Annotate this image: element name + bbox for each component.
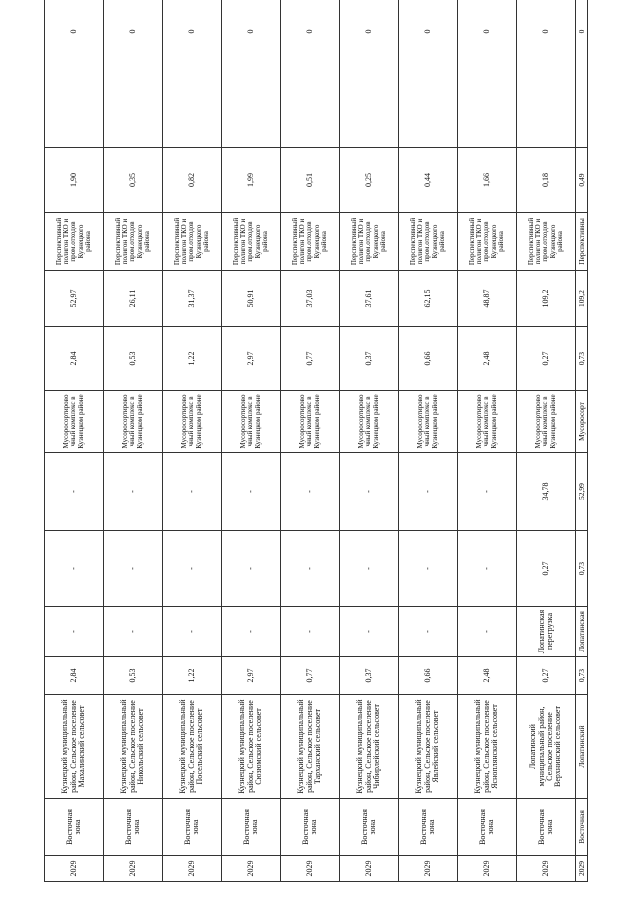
transfer-distance-cell: - <box>458 453 517 531</box>
processing-distance-cell: 37,03 <box>281 271 340 327</box>
disposal-facility-cell: Перспективный полигон ТКО и пром.отходов Кузнецкого района <box>104 213 163 271</box>
disposal-facility-cell: Перспективный полигон ТКО и пром.отходов Кузнецкого района <box>458 213 517 271</box>
transfer-station-cell: - <box>399 607 458 657</box>
table-row <box>163 0 222 882</box>
disposal-volume-cell: 0,25 <box>340 148 399 213</box>
transfer-station-cell: - <box>222 607 281 657</box>
processing-facility-cell: Мусоросортировочный комплекс в Кузнецком районе <box>222 391 281 453</box>
volume-cell: 0,73 <box>576 657 588 695</box>
volume-cell: 0,37 <box>340 657 399 695</box>
transfer-volume-cell: - <box>458 531 517 607</box>
value-cell: 0 <box>163 0 222 148</box>
table-row <box>517 0 576 882</box>
value-cell: 0 <box>458 0 517 148</box>
transfer-volume-cell: - <box>340 531 399 607</box>
value-cell: 0 <box>517 0 576 148</box>
table-row <box>222 0 281 882</box>
value-cell: 0 <box>104 0 163 148</box>
processing-volume-cell: 1,22 <box>163 327 222 391</box>
transfer-station-cell: Лопатинская <box>576 607 588 657</box>
transfer-volume-cell: - <box>281 531 340 607</box>
table-row <box>458 0 517 882</box>
volume-cell: 0,27 <box>517 657 576 695</box>
disposal-volume-cell: 0,18 <box>517 148 576 213</box>
disposal-volume-cell: 0,51 <box>281 148 340 213</box>
year-cell: 2029 <box>163 856 222 882</box>
disposal-facility-cell: Перспективны <box>576 213 588 271</box>
year-cell: 2029 <box>458 856 517 882</box>
processing-facility-cell: Мусоросортировочный комплекс в Кузнецком районе <box>340 391 399 453</box>
transfer-volume-cell: - <box>163 531 222 607</box>
processing-facility-cell: Мусоросортировочный комплекс в Кузнецком районе <box>163 391 222 453</box>
transfer-distance-cell: - <box>45 453 104 531</box>
processing-distance-cell: 31,37 <box>163 271 222 327</box>
volume-cell: 2,48 <box>458 657 517 695</box>
disposal-facility-cell: Перспективный полигон ТКО и пром.отходов Кузнецкого района <box>340 213 399 271</box>
volume-cell: 2,84 <box>45 657 104 695</box>
zone-cell: Восточная зона <box>45 799 104 856</box>
volume-cell: 1,22 <box>163 657 222 695</box>
processing-facility-cell: Мусоросортировочный комплекс в Кузнецком районе <box>281 391 340 453</box>
processing-volume-cell: 0,37 <box>340 327 399 391</box>
transfer-distance-cell: - <box>163 453 222 531</box>
processing-distance-cell: 62,15 <box>399 271 458 327</box>
zone-cell: Восточная <box>576 799 588 856</box>
disposal-facility-cell: Перспективный полигон ТКО и пром.отходов Кузнецкого района <box>399 213 458 271</box>
transfer-station-cell: Лопатинская перегрузка <box>517 607 576 657</box>
value-cell: 0 <box>45 0 104 148</box>
processing-distance-cell: 109,2 <box>517 271 576 327</box>
zone-cell: Восточная зона <box>340 799 399 856</box>
disposal-facility-cell: Перспективный полигон ТКО и пром.отходов Кузнецкого района <box>517 213 576 271</box>
processing-facility-cell: Мусоросортировочный комплекс в Кузнецком районе <box>45 391 104 453</box>
processing-volume-cell: 0,73 <box>576 327 588 391</box>
municipality-cell: Лопатинский муниципальный район, Сельское поселение Верхнинский сельсовет <box>517 695 576 799</box>
year-cell: 2029 <box>222 856 281 882</box>
zone-cell: Восточная зона <box>163 799 222 856</box>
processing-facility-cell: Мусоросортировочный комплекс в Кузнецком районе <box>458 391 517 453</box>
processing-volume-cell: 0,27 <box>517 327 576 391</box>
transfer-distance-cell: - <box>281 453 340 531</box>
zone-cell: Восточная зона <box>458 799 517 856</box>
processing-volume-cell: 2,48 <box>458 327 517 391</box>
processing-volume-cell: 2,84 <box>45 327 104 391</box>
year-cell: 2029 <box>399 856 458 882</box>
processing-distance-cell: 37,61 <box>340 271 399 327</box>
processing-facility-cell: Мусоросортировочный комплекс в Кузнецком районе <box>399 391 458 453</box>
zone-cell: Восточная зона <box>517 799 576 856</box>
transfer-distance-cell: - <box>104 453 163 531</box>
disposal-facility-cell: Перспективный полигон ТКО и пром.отходов Кузнецкого района <box>163 213 222 271</box>
value-cell: 0 <box>340 0 399 148</box>
value-cell: 0 <box>399 0 458 148</box>
disposal-facility-cell: Перспективный полигон ТКО и пром.отходов Кузнецкого района <box>222 213 281 271</box>
processing-facility-cell: Мусоросортировочный комплекс в Кузнецком районе <box>104 391 163 453</box>
transfer-distance-cell: - <box>340 453 399 531</box>
transfer-station-cell: - <box>281 607 340 657</box>
processing-distance-cell: 48,87 <box>458 271 517 327</box>
transfer-volume-cell: - <box>222 531 281 607</box>
year-cell: 2029 <box>45 856 104 882</box>
volume-cell: 0,77 <box>281 657 340 695</box>
municipality-cell: Кузнецкий муниципальный район, Сельское поселение Ясноплянский сельсовет <box>458 695 517 799</box>
processing-facility-cell: Мусоросорт <box>576 391 588 453</box>
volume-cell: 2,97 <box>222 657 281 695</box>
processing-volume-cell: 0,53 <box>104 327 163 391</box>
processing-distance-cell: 109,2 <box>576 271 588 327</box>
disposal-volume-cell: 1,66 <box>458 148 517 213</box>
zone-cell: Восточная зона <box>399 799 458 856</box>
transfer-volume-cell: - <box>45 531 104 607</box>
year-cell: 2029 <box>517 856 576 882</box>
processing-distance-cell: 52,97 <box>45 271 104 327</box>
year-cell: 2029 <box>104 856 163 882</box>
processing-facility-cell: Мусоросортировочный комплекс в Кузнецком районе <box>517 391 576 453</box>
table-row <box>399 0 458 882</box>
value-cell: 0 <box>222 0 281 148</box>
municipality-cell: Кузнецкий муниципальный район, Сельское поселение Чибирлейский сельсовет <box>340 695 399 799</box>
transfer-distance-cell: - <box>399 453 458 531</box>
zone-cell: Восточная зона <box>104 799 163 856</box>
disposal-volume-cell: 1,99 <box>222 148 281 213</box>
municipality-cell: Кузнецкий муниципальный район, Сельское поселение Тарханский сельсовет <box>281 695 340 799</box>
transfer-distance-cell: 52,99 <box>576 453 588 531</box>
disposal-volume-cell: 1,90 <box>45 148 104 213</box>
transfer-station-cell: - <box>458 607 517 657</box>
municipality-cell: Лопатинский <box>576 695 588 799</box>
table-row <box>104 0 163 882</box>
processing-distance-cell: 50,91 <box>222 271 281 327</box>
value-cell: 0 <box>281 0 340 148</box>
transfer-volume-cell: - <box>104 531 163 607</box>
processing-volume-cell: 0,66 <box>399 327 458 391</box>
municipality-cell: Кузнецкий муниципальный район, Сельское поселение Сюзюмский сельсовет <box>222 695 281 799</box>
disposal-volume-cell: 0,49 <box>576 148 588 213</box>
transfer-distance-cell: 34,78 <box>517 453 576 531</box>
transfer-volume-cell: 0,27 <box>517 531 576 607</box>
municipality-cell: Кузнецкий муниципальный район, Сельское поселение Посельский сельсовет <box>163 695 222 799</box>
disposal-volume-cell: 0,35 <box>104 148 163 213</box>
transfer-distance-cell: - <box>222 453 281 531</box>
processing-volume-cell: 2,97 <box>222 327 281 391</box>
volume-cell: 0,53 <box>104 657 163 695</box>
municipality-cell: Кузнецкий муниципальный район, Сельское поселение Никольский сельсовет <box>104 695 163 799</box>
processing-distance-cell: 26,11 <box>104 271 163 327</box>
processing-volume-cell: 0,77 <box>281 327 340 391</box>
year-cell: 2029 <box>576 856 588 882</box>
volume-cell: 0,66 <box>399 657 458 695</box>
zone-cell: Восточная зона <box>222 799 281 856</box>
table-body <box>45 0 588 882</box>
transfer-station-cell: - <box>45 607 104 657</box>
disposal-facility-cell: Перспективный полигон ТКО и пром.отходов Кузнецкого района <box>45 213 104 271</box>
year-cell: 2029 <box>340 856 399 882</box>
zone-cell: Восточная зона <box>281 799 340 856</box>
transfer-station-cell: - <box>163 607 222 657</box>
municipality-cell: Кузнецкий муниципальный район, Сельское поселение Явлейский сельсовет <box>399 695 458 799</box>
disposal-volume-cell: 0,44 <box>399 148 458 213</box>
disposal-volume-cell: 0,82 <box>163 148 222 213</box>
year-cell: 2029 <box>281 856 340 882</box>
waste-flow-table <box>44 0 588 882</box>
transfer-station-cell: - <box>104 607 163 657</box>
disposal-facility-cell: Перспективный полигон ТКО и пром.отходов Кузнецкого района <box>281 213 340 271</box>
value-cell: 0 <box>576 0 588 148</box>
transfer-volume-cell: 0,73 <box>576 531 588 607</box>
municipality-cell: Кузнецкий муниципальный район, Сельское поселение Махалинский сельсовет <box>45 695 104 799</box>
transfer-station-cell: - <box>340 607 399 657</box>
table-row <box>340 0 399 882</box>
table-row <box>576 0 588 882</box>
table-row <box>281 0 340 882</box>
table-row <box>45 0 104 882</box>
transfer-volume-cell: - <box>399 531 458 607</box>
